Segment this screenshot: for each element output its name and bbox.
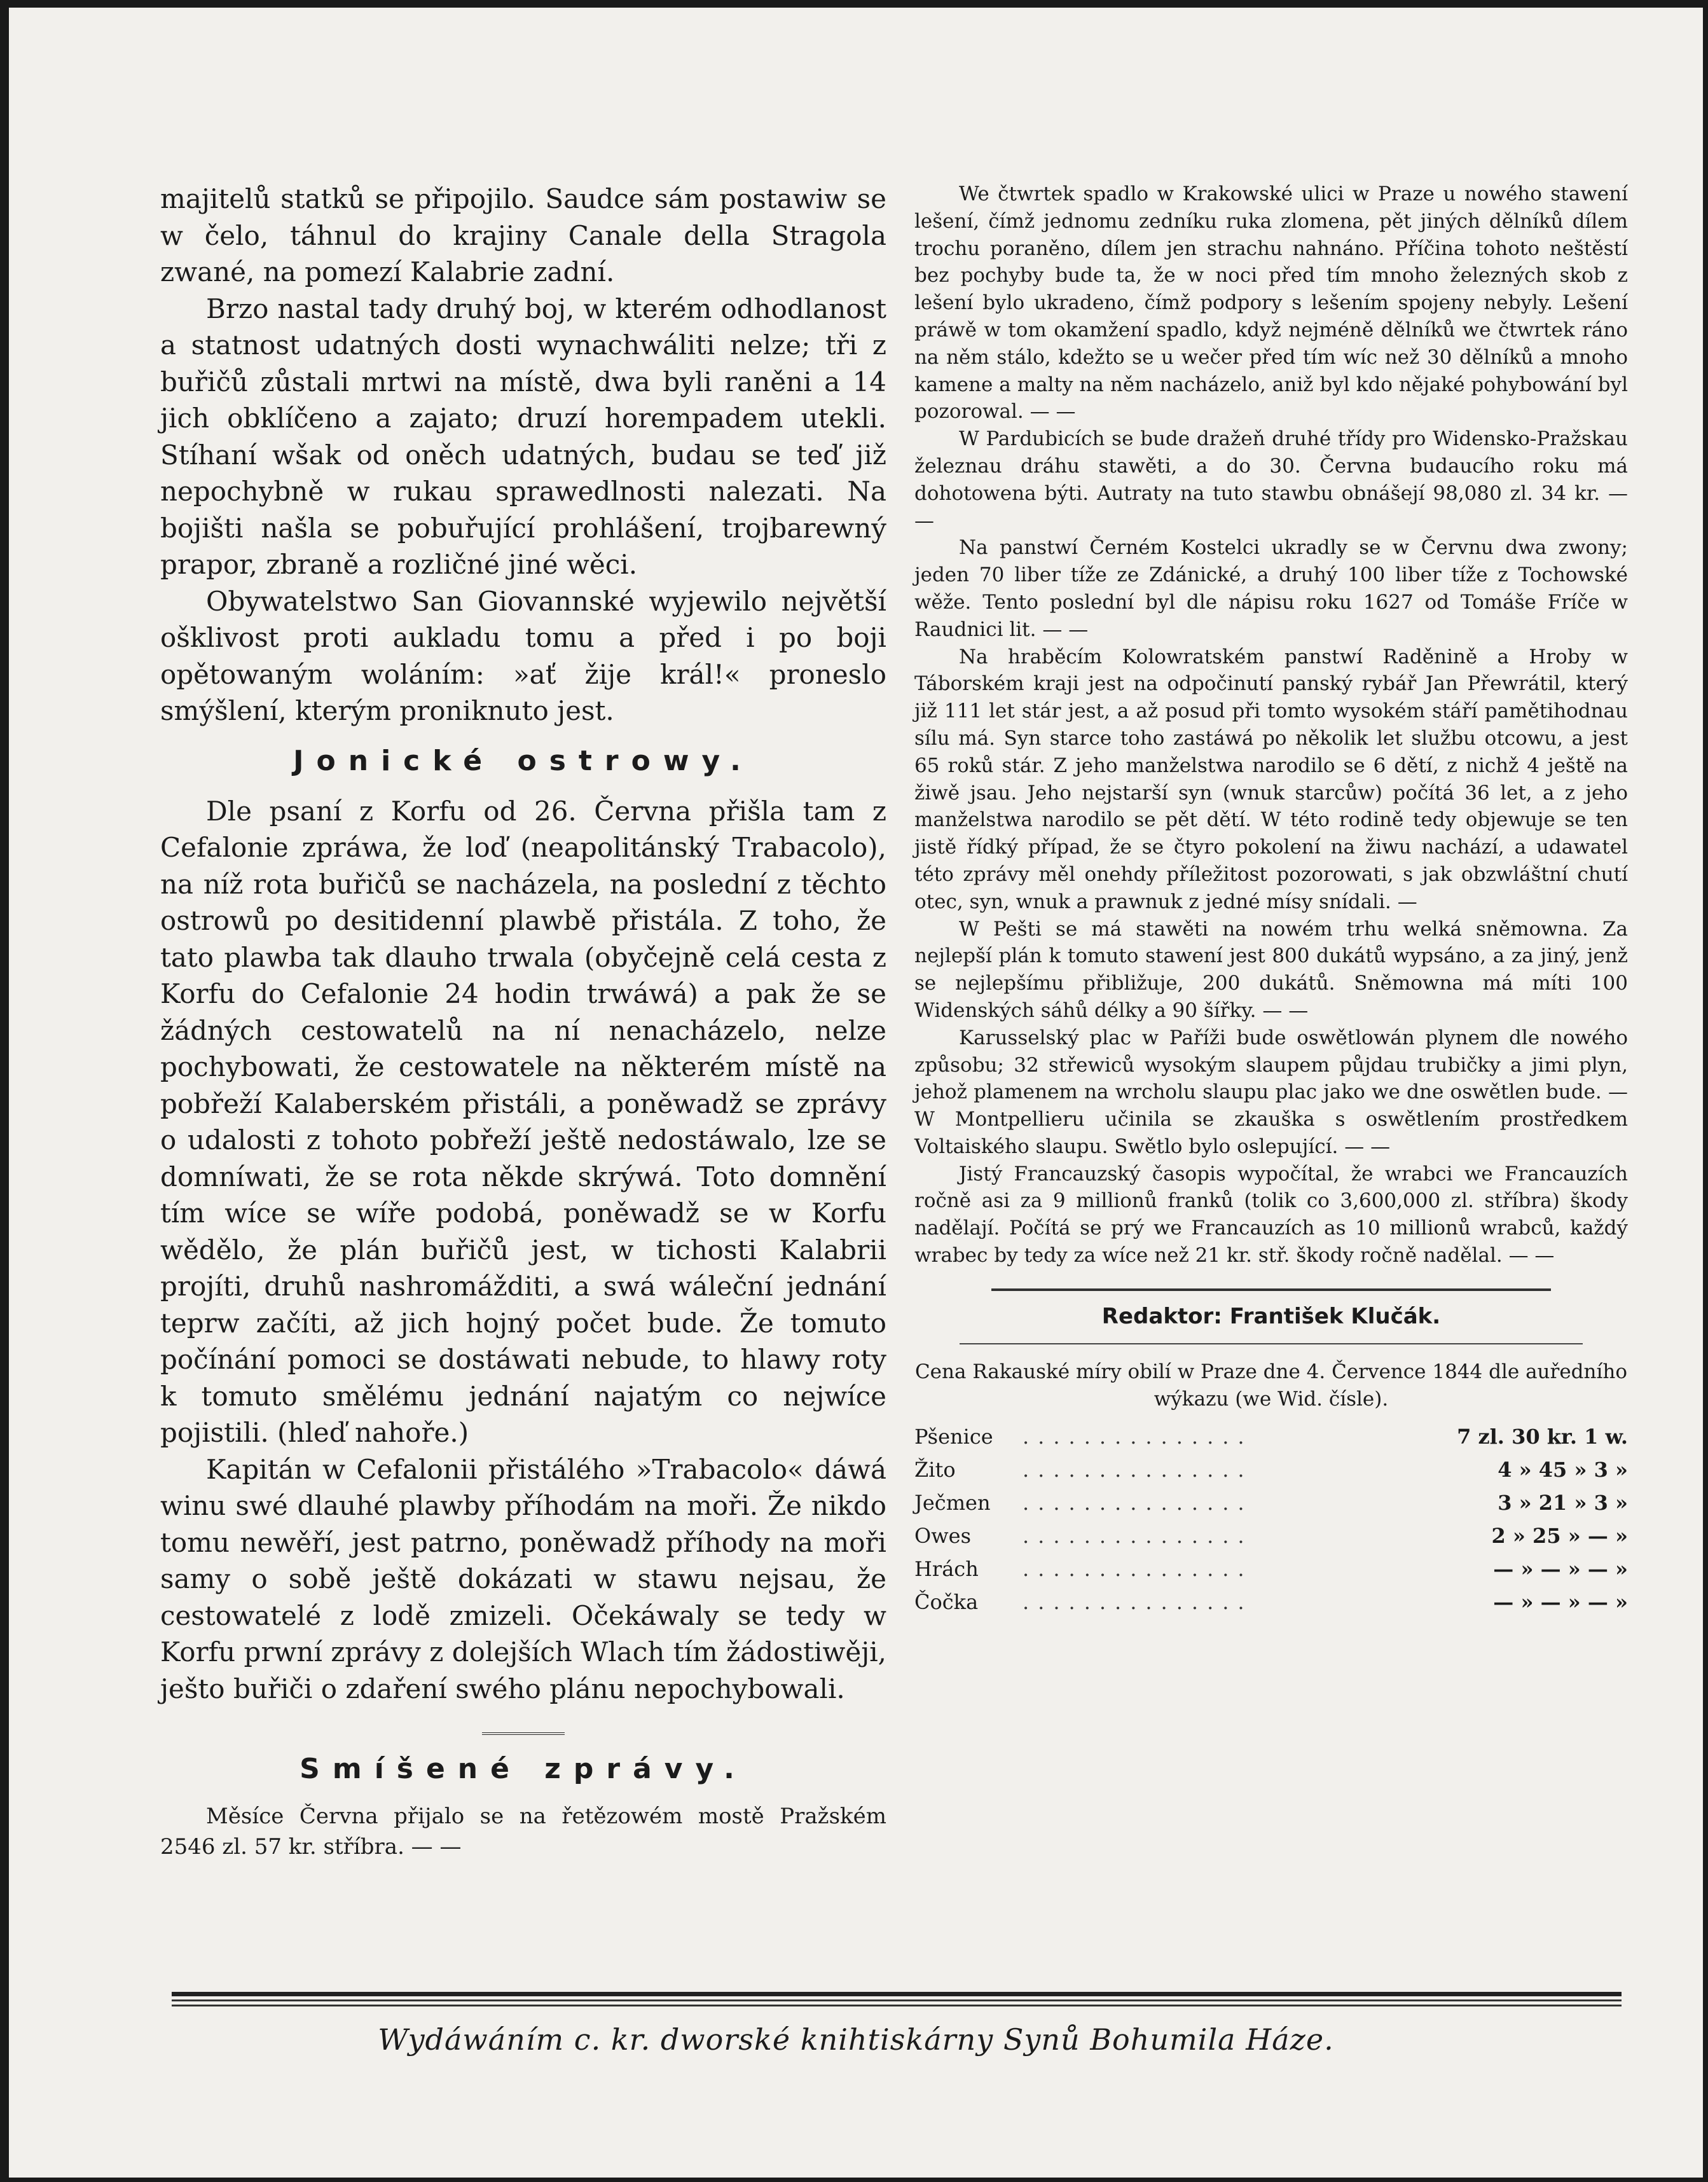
newspaper-page [9,8,1703,2178]
article-paragraph: Měsíce Června přijalo se na řetězowém mostě Pražském 2546 zl. 57 kr. stříbra. — — [160,1804,886,1860]
table-row [914,1585,1628,1619]
left-column [160,181,886,1862]
section-heading-mixed-news: Smíšené zprávy. [300,1753,747,1785]
article-paragraph: Brzo nastal tady druhý boj, w kterém odhodlanost a statnost udatných dosti wynachwáliti nelze; tři z buřičů zůstali mrtwi na místě, dwa byli raněni a 14 jich obklíčeno a zajato; druzí horempadem utekli. Stíhaní wšak od oněch udatných, budau se teď již nepochybně w rukau sprawedlnosti nalezati. Na bojišti našla se pobuřující prohlášení, trojbarewný prapor, zbraně a rozličné jiné wěci. [160,293,886,580]
footer-rule [172,1992,1622,1996]
table-row [914,1519,1628,1552]
grain-name: Čočka [914,1590,979,1615]
leader-dots: ............... [1023,1557,1253,1582]
section-divider [482,1732,565,1737]
grain-name: Ječmen [914,1491,991,1516]
grain-price: 4 » 45 » 3 » [1498,1458,1628,1482]
grain-name: Hrách [914,1557,979,1582]
leader-dots: ............... [1023,1524,1253,1549]
leader-dots: ............... [1023,1590,1253,1615]
article-paragraph: Kapitán w Cefalonii přistálého »Trabacolo« dáwá winu swé dlauhé plawby příhodám na moři. Že nikdo tomu newěří, jest patrno, poněwadž příhody na moři samy o sobě ještě dokázati w stawu nejsau, že cestowatelé z lodě zmizeli. Očekáwaly se tedy w Korfu prwní zprávy z dolejších Wlach tím žádostiwěji, ješto buřiči o zdaření swého plánu nepochybowali. [160,1453,886,1704]
news-item: We čtwrtek spadlo w Krakowské ulici w Praze u nowého stawení lešení, čímž jednomu zedníku ruka zlomena, pět jiných dělníků dílem trochu poraněno, dílem jen strachu nahnáno. Příčina tohoto neštěstí bez pochyby bude ta, že w noci před tím mnoho železných skob z lešení bylo ukradeno, čímž podpory s lešením spojeny nebyly. Lešení práwě w tom okamžení spadlo, když nejméně dělníků we čtwrtek ráno na něm stálo, kdežto se u wečer před tím wíc než 30 dělníků a mnoho kamene a malty na něm nacházelo, aniž byl kdo nějaké pohybowání byl pozorowal. — — [914,183,1628,424]
editor-rule-thin [960,1343,1583,1344]
article-paragraph: Obywatelstwo San Giovannské wyjewilo největší ošklivost proti aukladu tomu a před i po boji opětowaným woláním: »ať žije král!« proneslo smýšlení, kterým proniknuto jest. [160,585,886,726]
article-paragraph: majitelů statků se připojilo. Saudce sám postawiw se w čelo, táhnul do krajiny Canale della Stragola zwané, na pomezí Kalabrie zadní. [160,183,886,287]
grain-name: Žito [914,1458,956,1482]
leader-dots: ............... [1023,1425,1253,1449]
news-item: W Pešti se má stawěti na nowém trhu welká sněmowna. Za nejlepší plán k tomuto stawení jest 800 dukátů wypsáno, a za jiný, jenž se nejlepšímu přibližuje, 200 dukátů. Sněmowna má míti 100 Widenských sáhů délky a 90 šířky. — — [914,917,1628,1022]
grain-price: 7 zl. 30 kr. 1 w. [1457,1425,1628,1449]
printer-imprint: Wydáwáním c. kr. dworské knihtiskárny Synů Bohumila Háze. [378,2022,1334,2057]
grain-price: — » — » — » [1493,1590,1628,1615]
grain-name: Pšenice [914,1425,993,1449]
news-item: W Pardubicích se bude dražeň druhé třídy pro Widensko-Pražskau železnau dráhu stawěti, a do 30. Června budaucího roku má dohotowena býti. Autraty na tuto stawbu obnášejí 98,080 zl. 34 kr. — — [914,427,1628,532]
leader-dots: ............... [1023,1458,1253,1482]
grain-price: 3 » 21 » 3 » [1498,1491,1628,1516]
news-item: Karusselský plac w Paříži bude oswětlowán plynem dle nowého způsobu; 32 střewiců wysokým slaupem půjdau trubičky a jimi plyn, jehož plamenem na wrcholu slaupu plac jako we dne oswětlen bude. — W Montpellieru učinila se zkauška s oswětlením prostředkem Voltaiského slaupu. Swětlo bylo oslepující. — — [914,1026,1628,1158]
news-item: Na hraběcím Kolowratském panstwí Raděnině a Hroby w Táborském kraji jest na odpočinutí panský rybář Jan Přewrátil, který již 111 let stár jest, a až posud při tomto wysokém stáří pamětihodnau sílu má. Syn starce toho zastáwá po několik let službu otcowu, a jest 65 roků stár. Z jeho manželstwa narodilo se 6 dětí, z nichž 4 ještě na žiwě jsau. Jeho nejstarší syn (wnuk starcůw) počítá 36 let, a z jeho manželstwa narodilo se pět dětí. W této rodině tedy objewuje se ten jistě řídký případ, že se čtyro pokolení na žiwu nachází, a udawatel této zprávy měl onehdy příležitost pozorowati, s jak obzwláštní chutí otec, syn, wnuk a prawnuk z jedné mísy snídali. — [914,645,1628,913]
grain-price: 2 » 25 » — » [1491,1524,1628,1549]
editor-rule [991,1288,1551,1291]
grain-price: — » — » — » [1493,1557,1628,1582]
price-intro: Cena Rakauské míry obilí w Praze dne 4. Července 1844 dle auředního wýkazu (we Wid. čísle). [914,1360,1628,1411]
grain-name: Owes [914,1524,971,1549]
footer-rule [172,1999,1622,2001]
table-row [914,1453,1628,1486]
table-row [914,1552,1628,1585]
right-column [914,181,1628,1619]
table-row [914,1486,1628,1519]
grain-price-table [914,1420,1628,1619]
leader-dots: ............... [1023,1491,1253,1516]
section-heading-ionian-islands: Jonické ostrowy. [293,744,754,777]
article-paragraph: Dle psaní z Korfu od 26. Června přišla tam z Cefalonie zpráwa, že loď (neapolitánský Trabacolo), na níž rota buřičů se nacházela, na poslední z těchto ostrowů po desitidenní plawbě přistála. Z toho, že tato plawba tak dlauho trwala (obyčejně celá cesta z Korfu do Cefalonie 24 hodin trwáwá) a pak že se žádných cestowatelů na ní nenacházelo, nelze pochybowati, že cestowatele na některém místě na pobřeží Kalaberském přistáli, a poněwadž se zprávy o udalosti z tohoto pobřeží ještě nedostáwalo, lze se domníwati, že se rota někde skrýwá. Toto domnění tím wíce se wíře podobá, poněwadž se w Korfu wědělo, že plán buřičů jest, w tichosti Kalabrii projíti, druhů nashromážditi, a swá wáleční jednání teprw začíti, až jich hojný počet bude. Že tomuto počínání pomoci se dostáwati nebude, to hlawy roty k tomuto smělému jednání najatým co nejwíce pojistili. (hleď nahoře.) [160,795,886,1448]
editor-credit: Redaktor: František Klučák. [1101,1303,1441,1329]
news-item: Jistý Francauzský časopis wypočítal, že wrabci we Francauzích ročně asi za 9 millionů franků (tolik co 3,600,000 zl. stříbra) škody nadělají. Počítá se prý we Francauzích as 10 millionů wrabců, každý wrabec by tedy za wíce než 21 kr. stř. škody ročně nadělal. — — [914,1162,1628,1267]
footer-rule [172,2005,1622,2006]
news-item: Na panstwí Černém Kostelci ukradly se w Červnu dwa zwony; jeden 70 liber tíže ze Zdánické, a druhý 100 liber tíže z Tochowské wěže. Tento poslední byl dle nápisu roku 1627 od Tomáše Fríče w Raudnici lit. — — [914,536,1628,641]
table-row [914,1420,1628,1453]
